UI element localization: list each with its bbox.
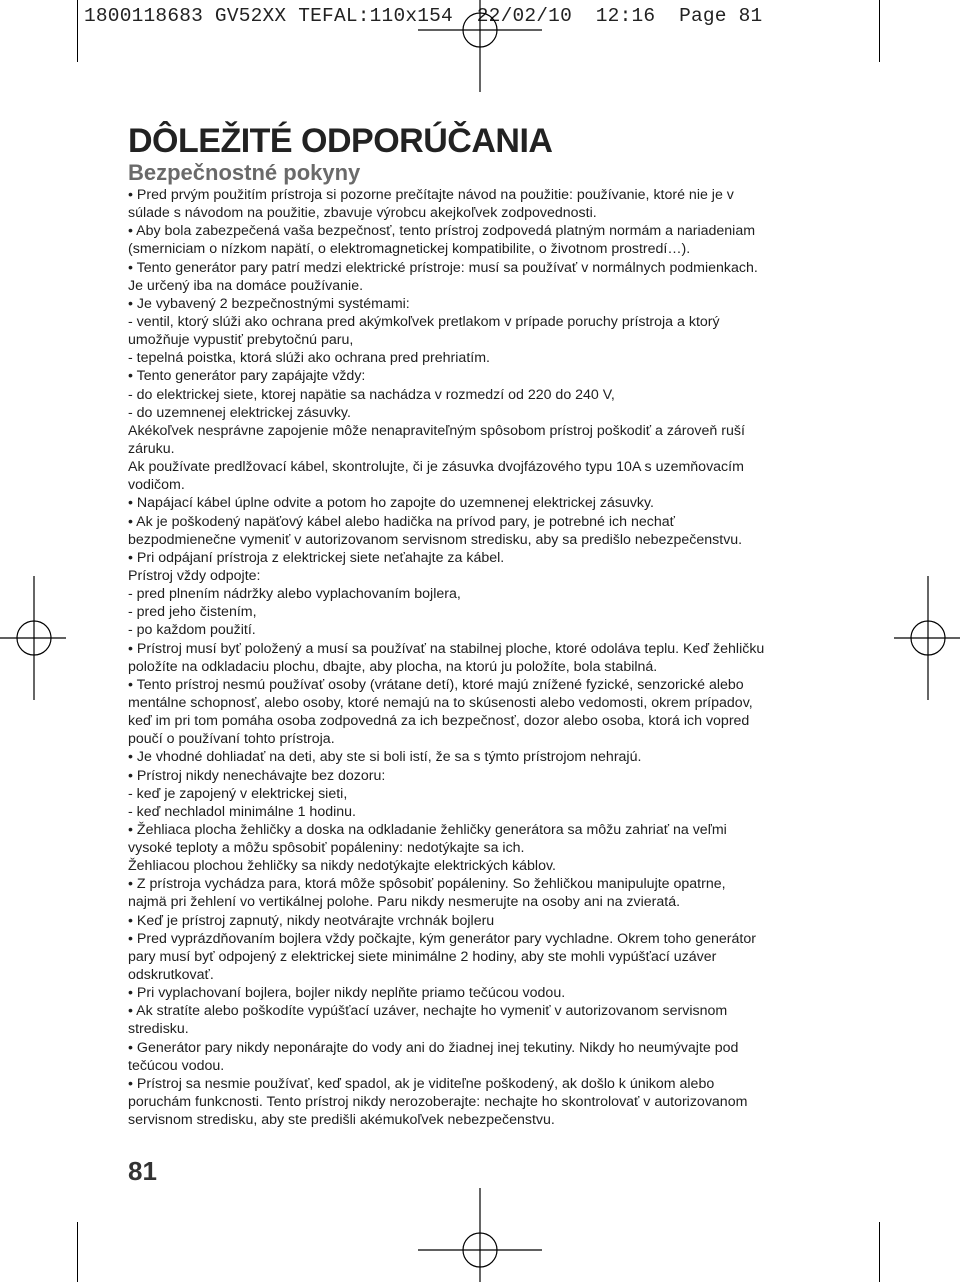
text-line: - ventil, ktorý slúži ako ochrana pred akýmkoľvek pretlakom v prípade poruchy prístroja a ktorý xyxy=(128,313,720,330)
text-line: vodičom. xyxy=(128,477,185,494)
registration-mark-left-icon xyxy=(0,576,66,700)
page-number: 81 xyxy=(128,1156,157,1186)
text-line: • Aby bola zabezpečená vaša bezpečnosť, tento prístroj zodpovedá platným normám a nariadeniam xyxy=(128,223,756,240)
text-line: súlade s návodom na použitie, zbavuje výrobcu akejkoľvek zodpovednosti. xyxy=(128,205,597,222)
text-line: položíte na odkladaciu plochu, dbajte, aby plocha, na ktorú ju položíte, bola stabilná. xyxy=(128,658,658,675)
text-line: Je určený iba na domáce používanie. xyxy=(128,277,364,294)
text-line: - keď nechladol minimálne 1 hodinu. xyxy=(128,803,356,820)
text-line: záruku. xyxy=(128,440,175,457)
registration-mark-bottom-icon xyxy=(418,1188,542,1282)
text-line: • Z prístroja vychádza para, ktorá môže spôsobiť popáleniny. So žehličkou manipulujte opatrne, xyxy=(128,876,726,893)
text-line: • Pred vyprázdňovaním bojlera vždy počkajte, kým generátor pary vychladne. Okrem toho generátor xyxy=(128,930,756,947)
text-line: mentálne schopnosť, alebo osoby, ktoré nemajú na to skúsenosti alebo vedomosti, okrem prípadov, xyxy=(128,694,753,711)
text-line: • Je vybavený 2 bezpečnostnými systémami: xyxy=(128,295,410,312)
text-line: • Ak je poškodený napäťový kábel alebo hadička na prívod pary, je potrebné ich nechať xyxy=(128,513,675,530)
text-line: poruchám funkcnosti. Tento prístroj nikdy nerozoberajte: nechajte ho skontrolovať v autorizovanom xyxy=(128,1094,748,1111)
text-line: keď im pri tom pomáha osoba zodpovedná za ich bezpečnosť, dozor alebo osoba, ktorá ich vopred xyxy=(128,713,750,730)
text-line: • Pri odpájaní prístroja z elektrickej siete neťahajte za kábel. xyxy=(128,549,505,566)
registration-mark-top-icon xyxy=(418,0,542,92)
text-line: (smerniciam o nízkom napätí, o elektromagnetickej kompatibilite, o životnom prostredí…). xyxy=(128,241,691,258)
text-line: • Prístroj nikdy nenechávajte bez dozoru: xyxy=(128,767,386,784)
text-line: • Ak stratíte alebo poškodíte vypúšťací uzáver, nechajte ho vymeniť v autorizovanom servisnom xyxy=(128,1003,728,1020)
section-subtitle: Bezpečnostné pokyny xyxy=(128,160,361,185)
crop-mark-top-right-vertical xyxy=(879,0,880,62)
text-line: servisnom stredisku, aby ste predišli akémukoľvek nebezpečenstvu. xyxy=(128,1112,555,1129)
text-line: - keď je zapojený v elektrickej sieti, xyxy=(128,785,348,802)
text-line: • Tento prístroj nesmú používať osoby (vrátane detí), ktoré majú znížené fyzické, senzorické alebo xyxy=(128,676,744,693)
text-line: - do elektrickej siete, ktorej napätie sa nachádza v rozmedzí od 220 do 240 V, xyxy=(128,386,615,403)
text-line: tečúcou vodou. xyxy=(128,1057,225,1074)
text-line: umožňuje vypustiť prebytočnú paru, xyxy=(128,332,354,349)
crop-mark-bottom-left-vertical xyxy=(77,1222,78,1282)
text-line: stredisku. xyxy=(128,1021,189,1038)
text-line: • Napájací kábel úplne odvite a potom ho zapojte do uzemnenej elektrickej zásuvky. xyxy=(128,495,655,512)
registration-mark-right-icon xyxy=(894,576,960,700)
text-line: • Pred prvým použitím prístroja si pozorne prečítajte návod na použitie: používanie, ktoré nie je v xyxy=(128,187,734,203)
text-line: pary musí byť odpojený z elektrickej siete minimálne 2 hodiny, aby ste mohli vypúšťací uzáver xyxy=(128,948,717,965)
text-line: Ak používate predlžovací kábel, skontrolujte, či je zásuvka dvojfázového typu 10A s uzemňovacím xyxy=(128,459,744,476)
text-line: poučí o používaní tohto prístroja. xyxy=(128,731,335,748)
text-line: bezpodmienečne vymeniť v autorizovanom servisnom stredisku, aby sa predišlo nebezpečenstvu. xyxy=(128,531,743,548)
text-line: • Prístroj sa nesmie používať, keď spadol, ak je viditeľne poškodený, ak došlo k únikom alebo xyxy=(128,1075,715,1092)
text-line: • Generátor pary nikdy neponárajte do vody ani do žiadnej inej tekutiny. Nikdy ho neumývajte pod xyxy=(128,1039,739,1056)
text-line: Prístroj vždy odpojte: xyxy=(128,567,261,584)
text-line: - do uzemnenej elektrickej zásuvky. xyxy=(128,404,351,421)
text-line: vysoké teploty a môžu spôsobiť popáleniny: nedotýkajte sa ich. xyxy=(128,840,525,857)
text-line: • Keď je prístroj zapnutý, nikdy neotvárajte vrchnák bojleru xyxy=(128,912,495,929)
text-line: • Tento generátor pary zapájajte vždy: xyxy=(128,368,366,385)
crop-mark-bottom-right-vertical xyxy=(879,1222,880,1282)
text-line: • Žehliaca plocha žehličky a doska na odkladanie žehličky generátora sa môžu zahriať na veľmi xyxy=(128,821,727,838)
text-line: • Prístroj musí byť položený a musí sa používať na stabilnej ploche, ktoré odoláva teplu. Keď žehličku xyxy=(128,640,765,657)
text-line: Akékoľvek nesprávne zapojenie môže nenapraviteľným spôsobom prístroj poškodiť a zároveň ruší xyxy=(128,422,745,439)
text-line: najmä pri žehlení vo vertikálnej polohe. Paru nikdy nesmerujte na osoby ani na zvieratá. xyxy=(128,894,681,911)
text-line: - po každom použití. xyxy=(128,622,256,639)
text-line: • Tento generátor pary patrí medzi elektrické prístroje: musí sa používať v normálnych podmienkach. xyxy=(128,259,758,276)
text-line: - pred plnením nádržky alebo vyplachovaním bojlera, xyxy=(128,586,461,603)
text-line: - pred jeho čistením, xyxy=(128,604,257,621)
text-line: - tepelná poistka, ktorá slúži ako ochrana pred prehriatím. xyxy=(128,350,490,367)
text-line: • Je vhodné dohliadať na deti, aby ste si boli istí, že sa s týmto prístrojom nehrajú. xyxy=(128,749,642,766)
text-line: • Pri vyplachovaní bojlera, bojler nikdy neplňte priamo tečúcou vodou. xyxy=(128,985,566,1002)
crop-mark-top-left-vertical xyxy=(77,0,78,62)
text-line: odskrutkovať. xyxy=(128,967,214,984)
text-line: Žehliacou plochou žehličky sa nikdy nedotýkajte elektrických káblov. xyxy=(128,858,556,875)
print-slug-line: 1800118683 GV52XX TEFAL:110x154 22/02/10 12:16 Page 81 xyxy=(84,5,763,27)
page-title: DÔLEŽITÉ ODPORÚČANIA xyxy=(128,122,553,160)
safety-instructions-text xyxy=(128,186,818,1129)
